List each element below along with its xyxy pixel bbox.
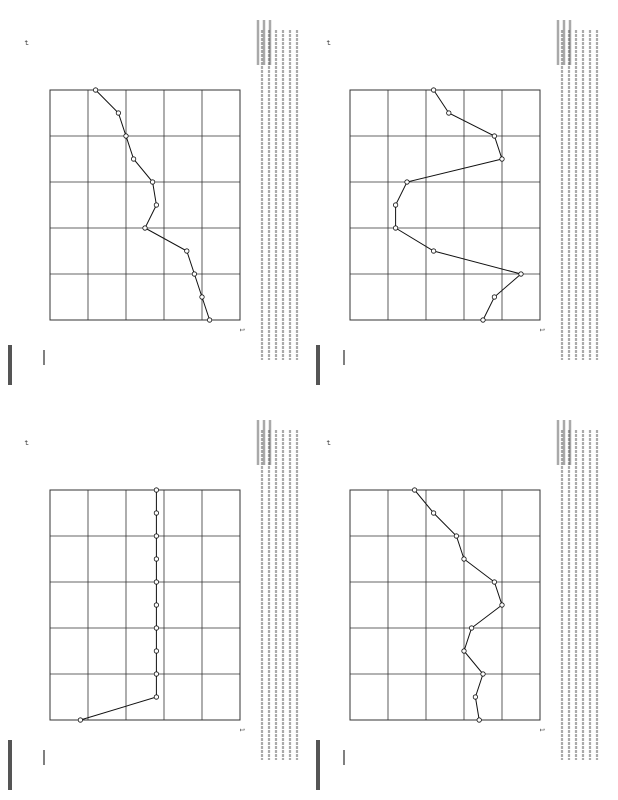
data-point xyxy=(492,580,496,584)
data-point xyxy=(154,695,158,699)
data-point xyxy=(492,134,496,138)
chart-panel-bottom-right xyxy=(340,410,610,790)
data-point xyxy=(481,318,485,322)
data-point xyxy=(154,557,158,561)
series-line xyxy=(415,490,502,720)
data-point xyxy=(154,649,158,653)
data-point xyxy=(143,226,147,230)
y-tick-label: 1 xyxy=(238,728,245,732)
data-point xyxy=(469,626,473,630)
data-point xyxy=(481,672,485,676)
data-point xyxy=(116,111,120,115)
data-point xyxy=(431,249,435,253)
plot-area xyxy=(350,488,545,732)
data-point xyxy=(93,88,97,92)
chart-panel-top-left xyxy=(40,10,310,390)
data-point xyxy=(519,272,523,276)
data-point xyxy=(78,718,82,722)
data-point xyxy=(207,318,211,322)
data-point xyxy=(454,534,458,538)
data-point xyxy=(124,134,128,138)
data-point xyxy=(192,272,196,276)
data-point xyxy=(154,580,158,584)
y-tick-label: 1 xyxy=(538,728,545,732)
plot-area xyxy=(350,88,545,332)
caption-mark: ↵ xyxy=(22,40,30,46)
data-point xyxy=(154,603,158,607)
series-line xyxy=(80,490,156,720)
data-point xyxy=(154,511,158,515)
data-point xyxy=(393,203,397,207)
data-point xyxy=(412,488,416,492)
data-point xyxy=(462,557,466,561)
data-point xyxy=(200,295,204,299)
data-point xyxy=(462,649,466,653)
side-mark xyxy=(316,345,320,385)
data-point xyxy=(431,511,435,515)
data-point xyxy=(154,488,158,492)
side-mark xyxy=(316,740,320,790)
plot-frame xyxy=(50,90,240,320)
data-point xyxy=(492,295,496,299)
side-mark xyxy=(8,740,12,790)
caption-mark: ↵ xyxy=(22,440,30,446)
y-tick-label: 1 xyxy=(538,328,545,332)
data-point xyxy=(154,672,158,676)
data-point xyxy=(431,88,435,92)
chart-panel-bottom-left xyxy=(40,410,310,790)
data-point xyxy=(405,180,409,184)
data-point xyxy=(185,249,189,253)
plot-frame xyxy=(50,490,240,720)
chart-panel-top-right xyxy=(340,10,610,390)
data-point xyxy=(150,180,154,184)
data-point xyxy=(154,534,158,538)
y-tick-label: 1 xyxy=(238,328,245,332)
data-point xyxy=(500,603,504,607)
plot-area xyxy=(50,488,245,732)
data-point xyxy=(500,157,504,161)
caption-mark: ↵ xyxy=(324,440,332,446)
data-point xyxy=(154,203,158,207)
data-point xyxy=(154,626,158,630)
data-point xyxy=(131,157,135,161)
plot-area xyxy=(50,88,245,332)
data-point xyxy=(477,718,481,722)
side-mark xyxy=(8,345,12,385)
data-point xyxy=(473,695,477,699)
data-point xyxy=(447,111,451,115)
caption-mark: ↵ xyxy=(324,40,332,46)
data-point xyxy=(393,226,397,230)
series-line xyxy=(96,90,210,320)
plot-frame xyxy=(350,90,540,320)
